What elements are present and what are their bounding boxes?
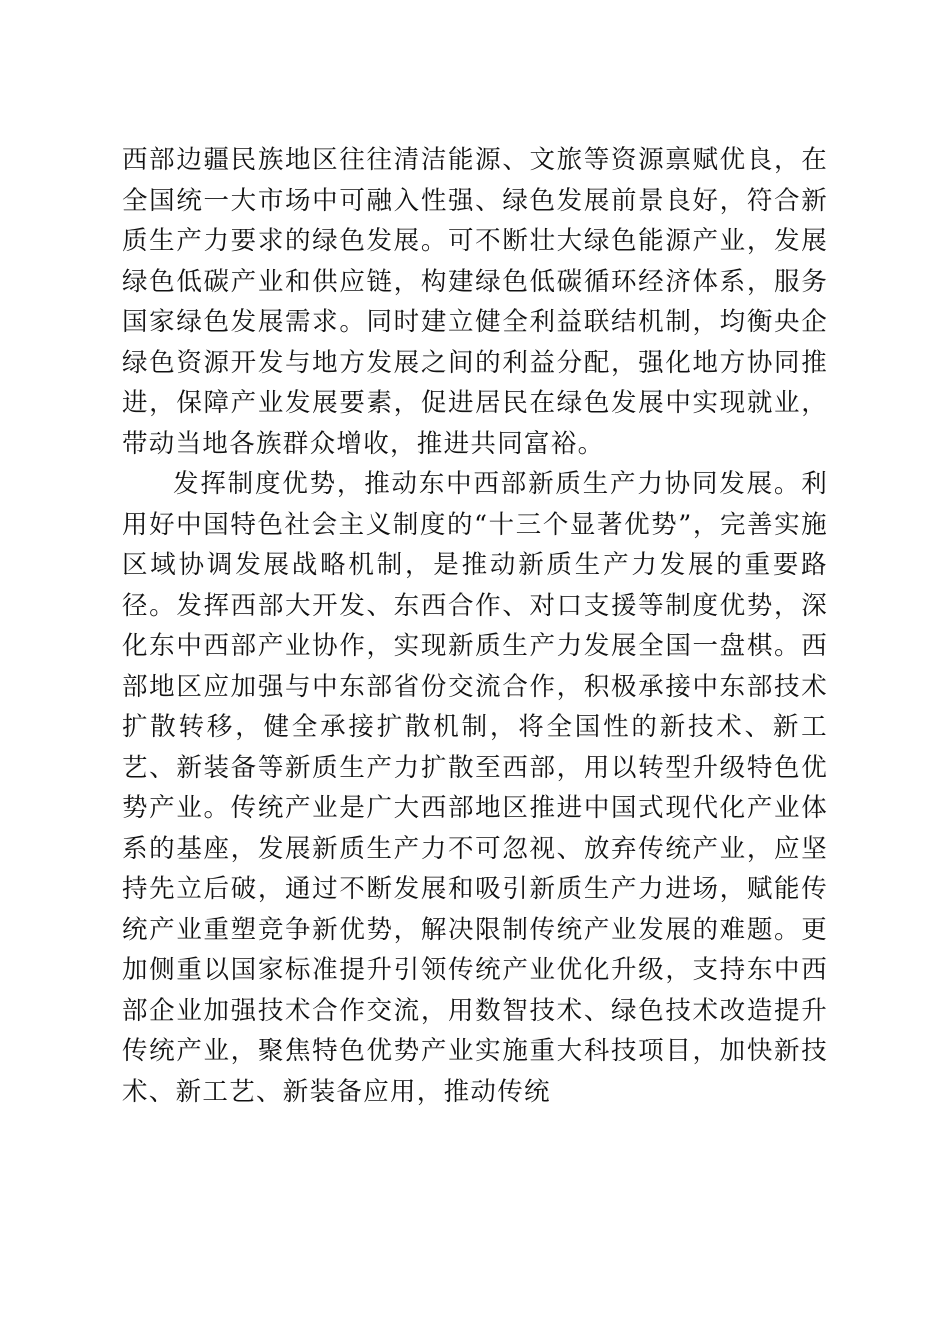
paragraph-institutional-advantage: 发挥制度优势，推动东中西部新质生产力协同发展。利用好中国特色社会主义制度的“十三个显著优势”，完善实施区域协调发展战略机制，是推动新质生产力发展的重要路径。发挥西部大开发、东西合作、对口支援等制度优势，深化东中西部产业协作，实现新质生产力发展全国一盘棋。西部地区应加强与中东部省份交流合作，积极承接中东部技术扩散转移，健全承接扩散机制，将全国性的新技术、新工艺、新装备等新质生产力扩散至西部，用以转型升级特色优势产业。传统产业是广大西部地区推进中国式现代化产业体系的基座，发展新质生产力不可忽视、放弃传统产业，应坚持先立后破，通过不断发展和吸引新质生产力进场，赋能传统产业重塑竞争新优势，解决限制传统产业发展的难题。更加侧重以国家标准提升引领传统产业优化升级，支持东中西部企业加强技术合作交流，用数智技术、绿色技术改造提升传统产业，聚焦特色优势产业实施重大科技项目，加快新技术、新工艺、新装备应用，推动传统	[122, 469, 828, 1107]
document-body	[122, 140, 828, 1112]
paragraph-green-development: 西部边疆民族地区往往清洁能源、文旅等资源禀赋优良，在全国统一大市场中可融入性强、绿色发展前景良好，符合新质生产力要求的绿色发展。可不断壮大绿色能源产业，发展绿色低碳产业和供应链，构建绿色低碳循环经济体系，服务国家绿色发展需求。同时建立健全利益联结机制，均衡央企绿色资源开发与地方发展之间的利益分配，强化地方协同推进，保障产业发展要素，促进居民在绿色发展中实现就业，带动当地各族群众增收，推进共同富裕。	[122, 145, 828, 459]
